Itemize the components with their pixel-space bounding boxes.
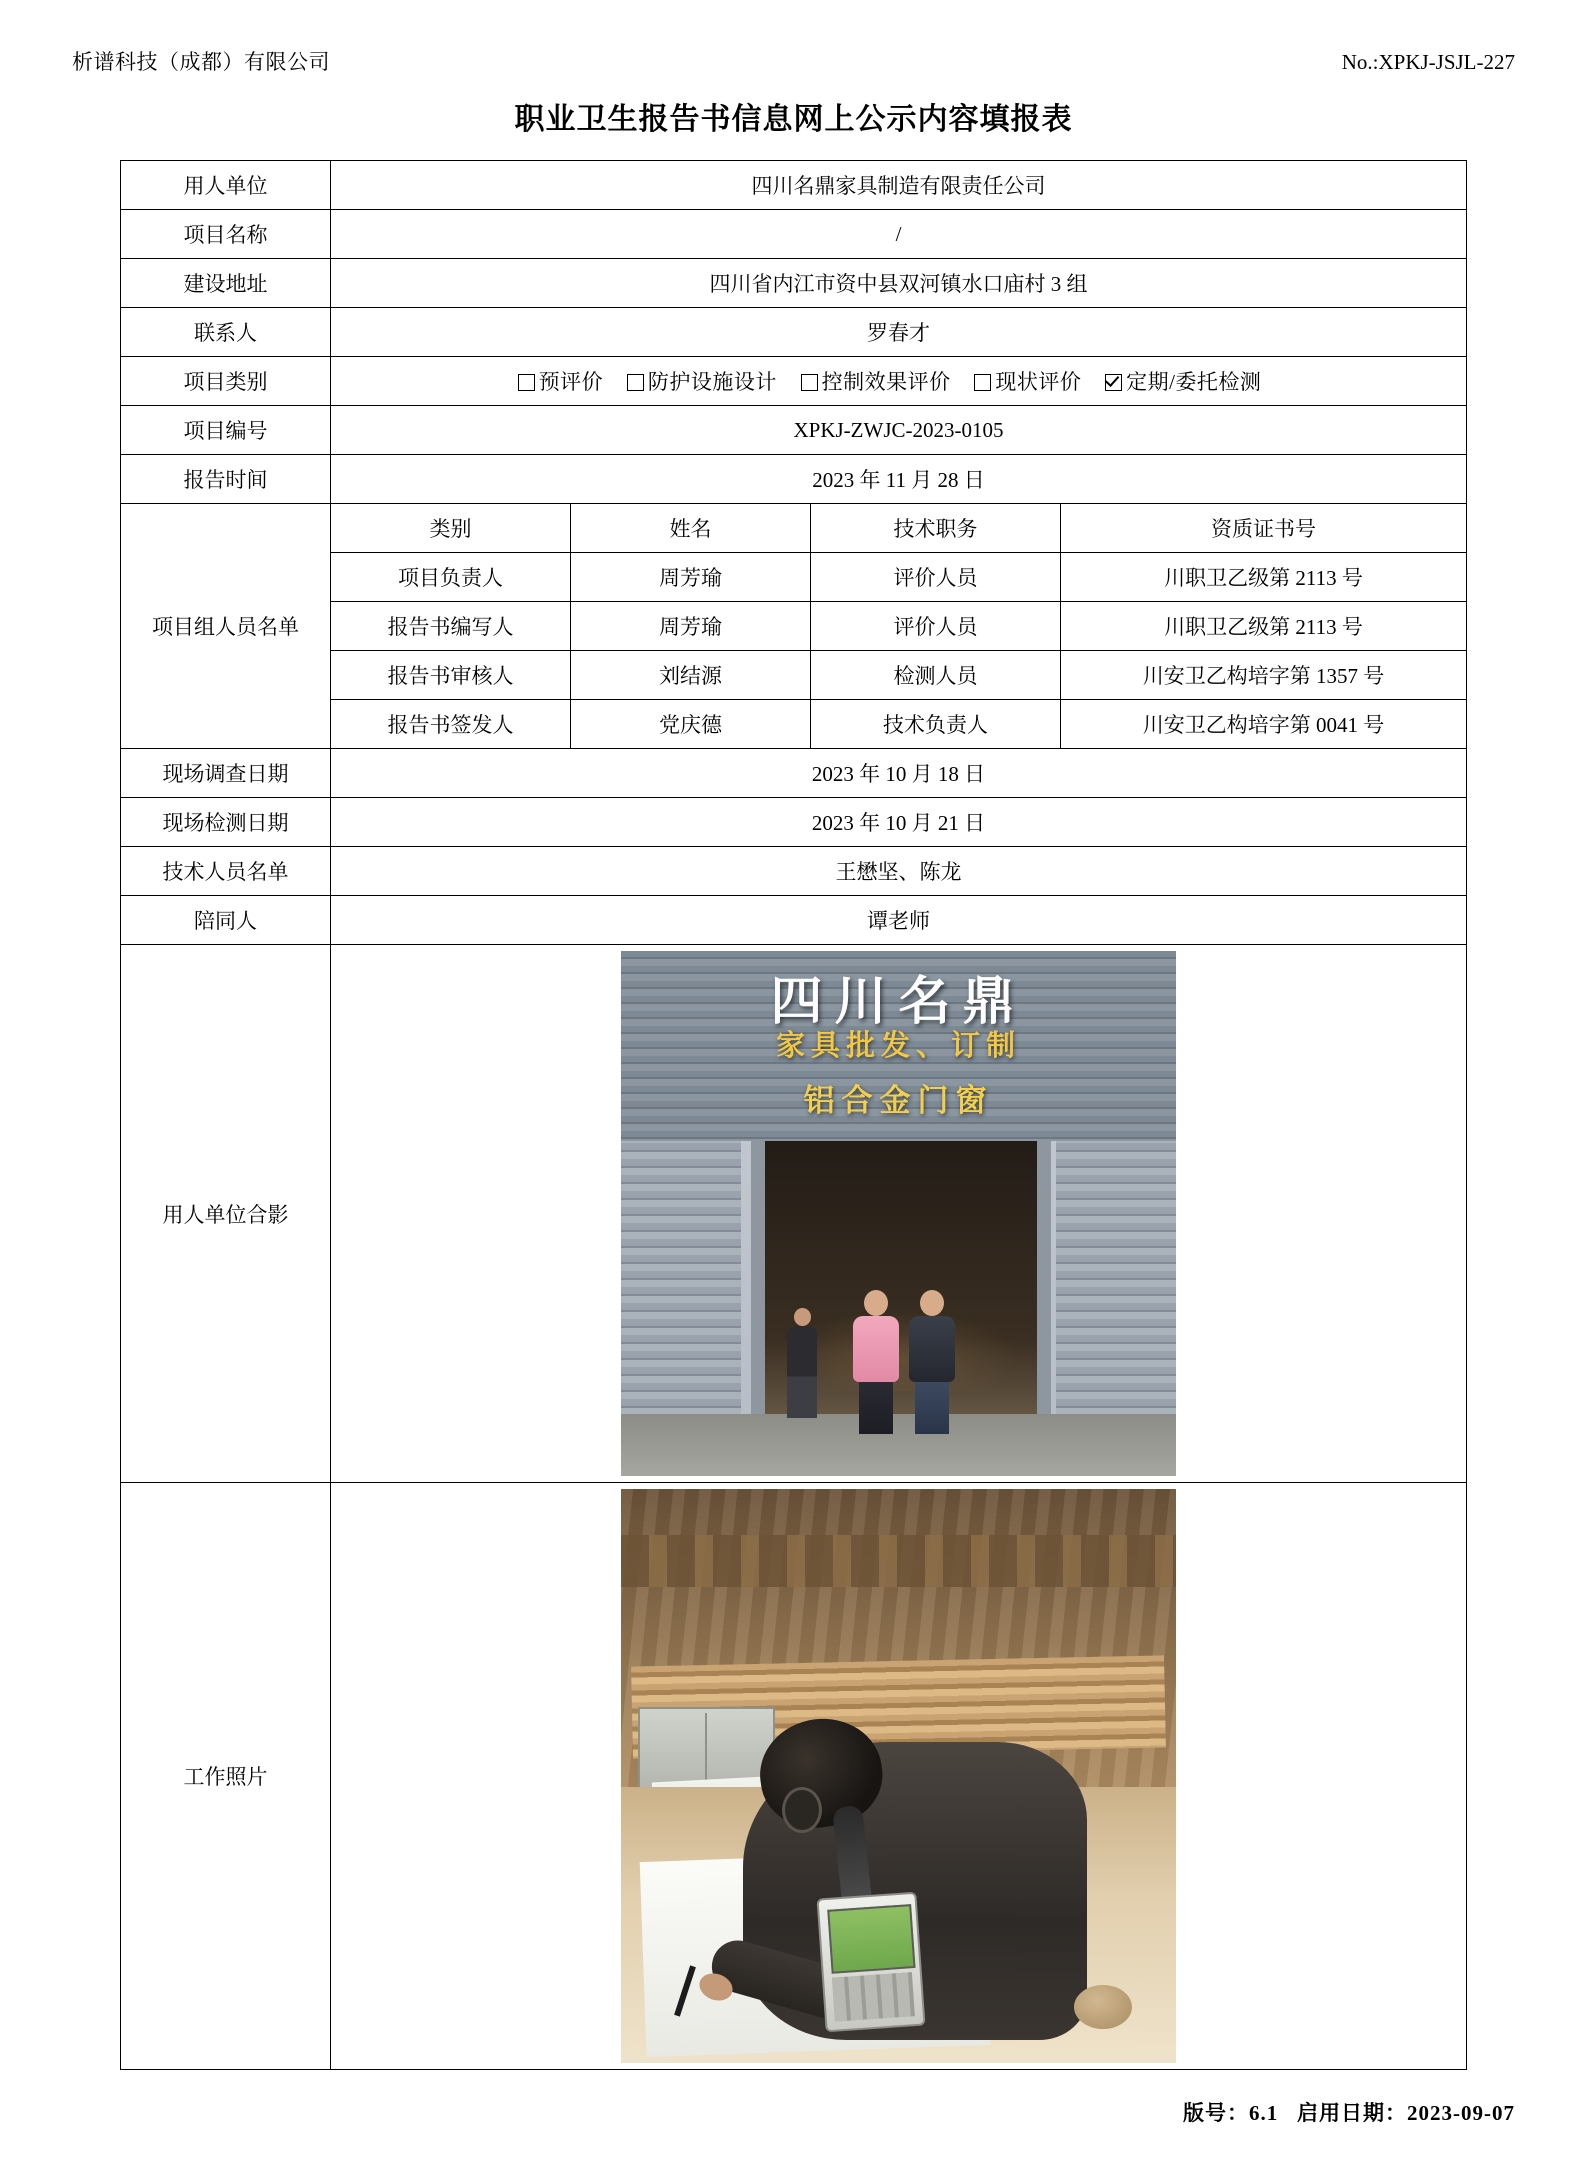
- project-category-options: [331, 357, 1467, 406]
- table-row: [121, 357, 1467, 406]
- table-row: [121, 896, 1467, 945]
- team-header-3: 资质证书号: [1061, 504, 1467, 553]
- label-project-category: 项目类别: [121, 357, 331, 406]
- team-cell-cert: 川职卫乙级第 2113 号: [1061, 553, 1467, 602]
- page-footer: [1183, 2097, 1515, 2127]
- work-photo-image: [621, 1489, 1176, 2063]
- category-option-4[interactable]: [1105, 370, 1261, 394]
- category-option-2[interactable]: [801, 370, 951, 394]
- sign-text-line1: 四川名鼎: [770, 973, 1027, 1031]
- wooden-disc: [1074, 1985, 1132, 2029]
- team-cell-name: 刘结源: [571, 651, 811, 700]
- team-cell-cert: 川安卫乙构培字第 1357 号: [1061, 651, 1467, 700]
- header-company: 析谱科技（成都）有限公司: [72, 50, 330, 74]
- value-address: 四川省内江市资中县双河镇水口庙村 3 组: [331, 259, 1467, 308]
- label-test-date: 现场检测日期: [121, 798, 331, 847]
- footer-effective-label: 启用日期：: [1297, 2101, 1407, 2125]
- checkbox-icon[interactable]: [801, 374, 818, 391]
- legs: [915, 1382, 949, 1434]
- work-photo-wrapper: [335, 1489, 1462, 2063]
- group-photo-wrapper: [335, 951, 1462, 1476]
- label-report-date: 报告时间: [121, 455, 331, 504]
- value-employer: 四川名鼎家具制造有限责任公司: [331, 161, 1467, 210]
- value-technical-staff: 王懋坚、陈龙: [331, 847, 1467, 896]
- team-header-2: 技术职务: [811, 504, 1061, 553]
- team-cell-role: 报告书签发人: [331, 700, 571, 749]
- header-document-number: No.:XPKJ-JSJL-227: [1341, 50, 1515, 74]
- category-label-3: 现状评价: [995, 370, 1082, 394]
- table-row: [121, 210, 1467, 259]
- torso: [909, 1316, 955, 1382]
- value-project-number: XPKJ-ZWJC-2023-0105: [331, 406, 1467, 455]
- person-figure-left: [853, 1290, 899, 1434]
- label-project-team: 项目组人员名单: [121, 504, 331, 749]
- head: [920, 1290, 944, 1316]
- value-survey-date: 2023 年 10 月 18 日: [331, 749, 1467, 798]
- team-cell-role: 报告书审核人: [331, 651, 571, 700]
- cell-work-photo: [331, 1483, 1467, 2070]
- table-row: [121, 259, 1467, 308]
- table-row: [121, 406, 1467, 455]
- category-option-1[interactable]: [627, 370, 777, 394]
- value-report-date: 2023 年 11 月 28 日: [331, 455, 1467, 504]
- team-header-1: 姓名: [571, 504, 811, 553]
- label-project-number: 项目编号: [121, 406, 331, 455]
- category-label-0: 预评价: [538, 370, 604, 394]
- team-cell-name: 周芳瑜: [571, 602, 811, 651]
- team-header-0: 类别: [331, 504, 571, 553]
- team-cell-cert: 川安卫乙构培字第 0041 号: [1061, 700, 1467, 749]
- footer-effective-value: 2023-09-07: [1407, 2101, 1515, 2125]
- storefront-sign: [621, 951, 1176, 1141]
- category-label-2: 控制效果评价: [821, 370, 951, 394]
- team-cell-role: 项目负责人: [331, 553, 571, 602]
- person-figure-right: [909, 1290, 955, 1434]
- label-group-photo: 用人单位合影: [121, 945, 331, 1483]
- checkbox-icon[interactable]: [974, 374, 991, 391]
- value-project-name: /: [331, 210, 1467, 259]
- page-header: [72, 46, 1515, 76]
- sound-level-meter: [816, 1891, 925, 2032]
- table-row: [121, 945, 1467, 1483]
- label-technical-staff: 技术人员名单: [121, 847, 331, 896]
- team-cell-duty: 评价人员: [811, 602, 1061, 651]
- table-row: [121, 798, 1467, 847]
- team-cell-duty: 评价人员: [811, 553, 1061, 602]
- label-address: 建设地址: [121, 259, 331, 308]
- team-cell-role: 报告书编写人: [331, 602, 571, 651]
- team-cell-name: 周芳瑜: [571, 553, 811, 602]
- footer-version-label: 版号：: [1183, 2101, 1249, 2125]
- meter-screen: [827, 1904, 916, 1974]
- sign-text-line3: 铝合金门窗: [803, 1083, 994, 1118]
- label-project-name: 项目名称: [121, 210, 331, 259]
- team-cell-name: 党庆德: [571, 700, 811, 749]
- checkbox-icon[interactable]: [627, 374, 644, 391]
- checkbox-icon[interactable]: [518, 374, 535, 391]
- page-title: 职业卫生报告书信息网上公示内容填报表: [514, 103, 1073, 136]
- footer-version-value: 6.1: [1249, 2101, 1279, 2125]
- table-row: [121, 1483, 1467, 2070]
- label-contact: 联系人: [121, 308, 331, 357]
- cell-group-photo: [331, 945, 1467, 1483]
- label-escort: 陪同人: [121, 896, 331, 945]
- value-contact: 罗春才: [331, 308, 1467, 357]
- table-row: [121, 504, 1467, 553]
- bystander-figure: [787, 1326, 817, 1418]
- sign-text-line2: 家具批发、订制: [775, 1030, 1021, 1062]
- head: [864, 1290, 888, 1316]
- category-option-3[interactable]: [974, 370, 1081, 394]
- category-label-1: 防护设施设计: [647, 370, 777, 394]
- legs: [859, 1382, 893, 1434]
- torso: [853, 1316, 899, 1382]
- label-survey-date: 现场调查日期: [121, 749, 331, 798]
- value-test-date: 2023 年 10 月 21 日: [331, 798, 1467, 847]
- table-row: [121, 749, 1467, 798]
- meter-keypad: [831, 1972, 915, 2022]
- value-escort: 谭老师: [331, 896, 1467, 945]
- table-row: [121, 455, 1467, 504]
- table-row: [121, 161, 1467, 210]
- category-option-0[interactable]: [518, 370, 604, 394]
- group-photo-image: [621, 951, 1176, 1476]
- team-cell-cert: 川职卫乙级第 2113 号: [1061, 602, 1467, 651]
- team-cell-duty: 检测人员: [811, 651, 1061, 700]
- label-employer: 用人单位: [121, 161, 331, 210]
- category-label-4: 定期/委托检测: [1126, 370, 1262, 394]
- label-work-photo: 工作照片: [121, 1483, 331, 2070]
- table-row: [121, 308, 1467, 357]
- table-row: [121, 847, 1467, 896]
- team-cell-duty: 技术负责人: [811, 700, 1061, 749]
- checkbox-checked-icon[interactable]: [1105, 374, 1122, 391]
- report-info-table: [120, 160, 1467, 2070]
- workshop-shelf: [621, 1535, 1176, 1587]
